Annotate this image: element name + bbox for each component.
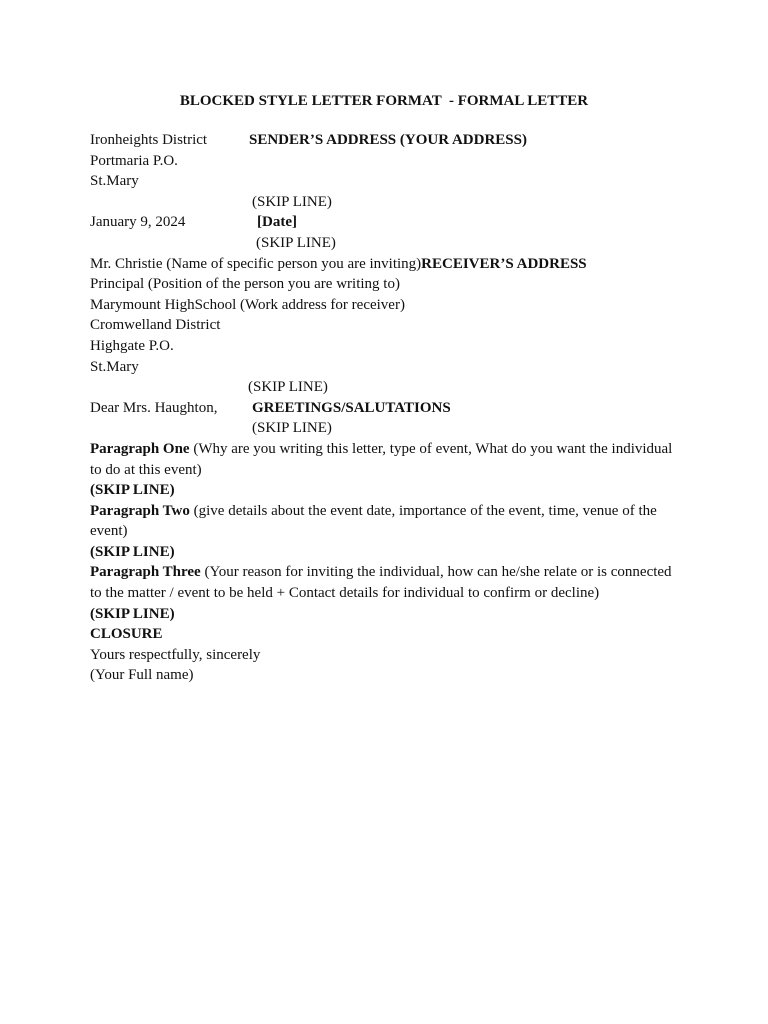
closure-label: CLOSURE: [90, 626, 163, 643]
skip-line-text: (SKIP LINE): [248, 379, 328, 396]
date-value: January 9, 2024: [90, 214, 186, 231]
paragraph-three-heading: Paragraph Three: [90, 564, 201, 581]
receiver-line-6: St.Mary: [90, 358, 139, 375]
paragraph-three-text: (Your reason for inviting the individual, how can he/she relate or is connected to the matter / event to be held + Contact details for individual to confirm or decline): [90, 564, 672, 602]
skip-line: [90, 233, 686, 254]
greeting-label: GREETINGS/SALUTATIONS: [252, 399, 451, 416]
paragraph-two: [90, 501, 686, 542]
date-line: [90, 212, 686, 233]
closure-line-1: Yours respectfully, sincerely: [90, 646, 261, 663]
sender-line-3: St.Mary: [90, 173, 139, 190]
receiver-line-2: Principal (Position of the person you are writing to): [90, 276, 400, 293]
skip-line-text: (SKIP LINE): [252, 420, 332, 437]
paragraph-one: [90, 439, 686, 480]
sender-address-label: SENDER’S ADDRESS (YOUR ADDRESS): [249, 132, 527, 148]
paragraph-two-text: (give details about the event date, importance of the event, time, venue of the event): [90, 502, 657, 540]
skip-line-text: (SKIP LINE): [252, 193, 332, 210]
letter-body: [90, 130, 686, 686]
skip-line-text: (SKIP LINE): [256, 234, 336, 251]
receiver-name: Mr. Christie (Name of specific person you are inviting): [90, 255, 422, 272]
skip-line-bold: (SKIP LINE): [90, 482, 175, 499]
sender-line-1: [90, 130, 686, 151]
paragraph-two-heading: Paragraph Two: [90, 502, 190, 519]
greeting-line: [90, 398, 686, 419]
skip-line: [90, 192, 686, 213]
skip-line-bold: (SKIP LINE): [90, 605, 175, 622]
receiver-address-label: RECEIVER’S ADDRESS: [421, 255, 587, 272]
sender-line-2: Portmaria P.O.: [90, 152, 178, 169]
receiver-line-1: [90, 254, 686, 275]
skip-line-bold: (SKIP LINE): [90, 543, 175, 560]
receiver-line-5: Highgate P.O.: [90, 337, 174, 354]
closure-line-2: (Your Full name): [90, 667, 194, 684]
paragraph-three: [90, 562, 686, 603]
date-label: [Date]: [257, 214, 297, 231]
greeting-text: Dear Mrs. Haughton,: [90, 399, 218, 416]
page-title: BLOCKED STYLE LETTER FORMAT - FORMAL LETTER: [179, 93, 589, 109]
receiver-line-3: Marymount HighSchool (Work address for receiver): [90, 296, 405, 313]
paragraph-one-text: (Why are you writing this letter, type of event, What do you want the individual to do at this event): [90, 440, 673, 478]
receiver-line-4: Cromwelland District: [90, 317, 221, 334]
skip-line: [90, 377, 686, 398]
paragraph-one-heading: Paragraph One: [90, 440, 190, 457]
sender-district: Ironheights District: [90, 132, 208, 148]
skip-line: [90, 418, 686, 439]
